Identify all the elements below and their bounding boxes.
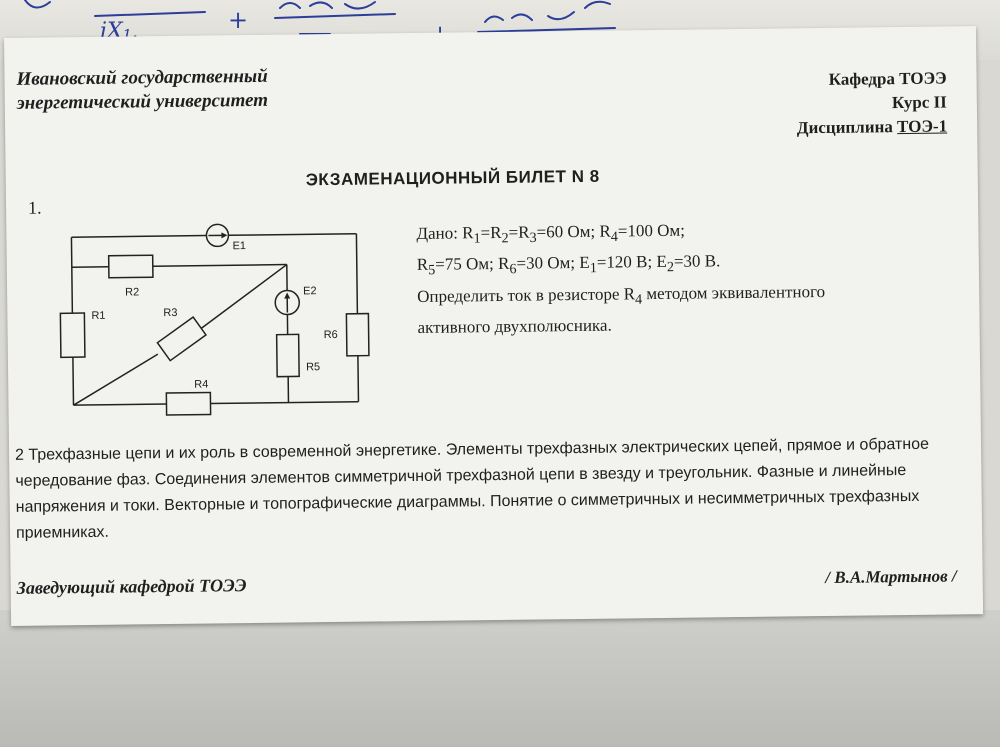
course: Курс II [891,92,947,113]
department-block [796,66,947,140]
given-e1-value: =120 В; E [596,252,667,273]
desk-background-bottom [0,610,1000,747]
university-name [16,65,268,116]
note-plus-1: + [228,6,249,34]
label-e1: E1 [232,240,247,253]
ticket-title: ЭКЗАМЕНАЦИОННЫЙ БИЛЕТ N 8 [305,166,600,190]
given-data [416,214,957,340]
given-r6-value: =30 Ом; E [516,253,590,274]
ink-stroke [280,2,375,9]
fraction-line [275,14,395,18]
signature: / В.А.Мартынов / [825,566,957,588]
label-r2: R2 [125,286,140,299]
wire [356,234,357,314]
question-2: 2 Трехфазные цепи и их роль в современной энергетике. Элементы трехфазных электрических цепей, прямое и обратное чередование фаз. Соединения элементов симметричной трехфазной цепи в звезду и треугольник. Фазные и линейные напряжения и токи. Векторные и топографические диаграммы. Понятие о симметричных и несимметричных трехфазных приемниках. [14,435,930,542]
given-r123-value: =60 Ом; R [536,221,611,242]
task-text-end: методом эквивалентного [641,281,826,304]
wire [71,237,72,313]
circuit-diagram [46,213,388,417]
university-line-1: Ивановский государственный [16,65,268,90]
wire [153,265,287,267]
label-r1: R1 [91,309,106,322]
given-eq: =R [508,222,530,242]
discipline-value: ТОЭ-1 [897,116,948,137]
subscript: 4 [635,291,643,308]
given-r5-value: =75 Ом; R [435,254,510,275]
given-e2-value: =30 В. [673,251,721,272]
label-r3: R3 [163,306,178,320]
head-of-department: Заведующий кафедрой ТОЭЭ [16,575,247,598]
ink-stroke [485,2,610,22]
wire [210,402,358,404]
wire [71,236,206,238]
discipline [797,114,948,140]
subscript: 3 [529,229,537,246]
label-r5: R5 [305,361,321,374]
wire [199,265,288,330]
resistor-r3 [157,317,206,361]
discipline-label: Дисциплина [796,117,893,138]
subscript: 5 [428,262,436,279]
exam-ticket [4,26,983,626]
subscript: 1 [473,230,481,247]
wire [358,356,359,402]
task-text: Определить ток в резисторе R [417,284,636,306]
label-r4: R4 [194,378,209,391]
note-ix1: iX₁. [100,19,139,44]
wire [73,404,166,405]
university-line-2: энергетический университет [16,89,269,114]
question-1-number: 1. [27,197,42,218]
label-e2: E2 [303,285,317,298]
subscript: 2 [666,259,675,276]
subscript: 4 [610,228,619,245]
given-eq: =R [480,222,502,243]
wire [228,234,356,236]
task-line-2: активного двухполюсника. [417,315,612,338]
given-prefix: Дано: R [416,223,474,243]
given-r: R [416,255,429,275]
resistor-r2 [109,255,153,278]
wire [73,357,74,405]
resistor-r6 [346,314,369,356]
fraction-line [95,12,205,16]
resistor-r4 [166,393,210,416]
department: Кафедра ТОЭЭ [828,68,947,89]
resistor-r1 [60,313,85,357]
subscript: 6 [509,261,517,278]
ink-stroke [25,0,50,8]
subscript: 2 [501,230,509,247]
given-r4-value: =100 Ом; [617,220,686,241]
resistor-r5 [277,334,300,376]
wire [73,354,159,405]
subscript: 1 [589,260,597,277]
label-r6: R6 [323,328,338,342]
